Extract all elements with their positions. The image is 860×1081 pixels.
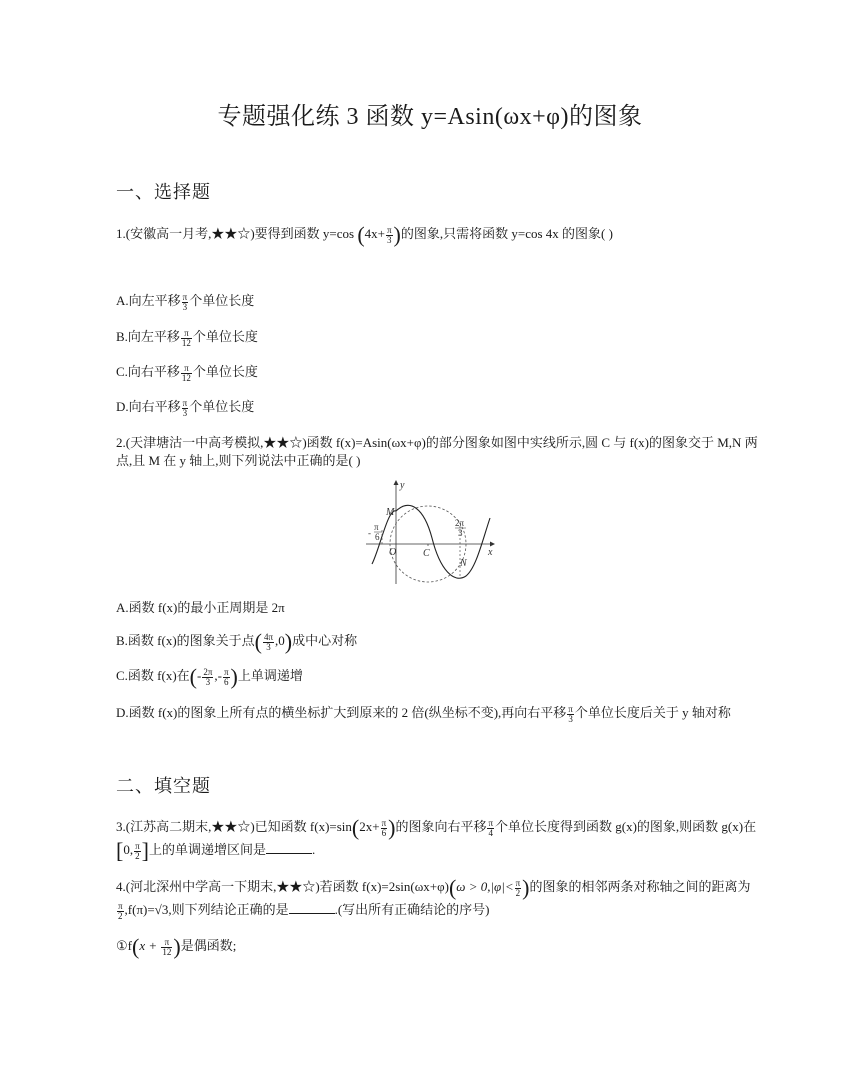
question-2-line2: 点,且 M 在 y 轴上,则下列说法中正确的是( ) xyxy=(116,453,361,468)
question-4-line2: $\frac{\pi}{2}$ ,f(π)=√3,则下列结论正确的是 .(写出所有正确结论的序号) xyxy=(118,900,490,921)
q3-fraction-arg: $\frac{\pi}{6}$ xyxy=(381,817,387,838)
q1-option-b: B.向左平移 $\frac{\pi}{12}$ 个单位长度 xyxy=(116,327,258,348)
label-2pi: 2π xyxy=(455,518,465,528)
label-x: x xyxy=(488,547,493,558)
q2-option-b-fraction: $\frac{4\pi}{3}$ xyxy=(264,631,274,652)
q1-arg: 4x+ xyxy=(364,226,385,241)
q4-statement-1: ①f(x + $\frac{\pi}{12}$ )是偶函数; xyxy=(116,934,237,960)
q1-option-d: D.向右平移 $\frac{\pi}{3}$ 个单位长度 xyxy=(116,397,255,418)
label-six: 6 xyxy=(375,532,380,542)
q1-option-a-fraction: $\frac{\pi}{3}$ xyxy=(182,291,188,312)
q1-option-b-fraction: $\frac{\pi}{12}$ xyxy=(181,327,191,348)
question-4-line1: 4.(河北深州中学高一下期末,★★☆)若函数 f(x)=2sin(ωx+φ)(ω > 0,|φ|< $\frac{\pi}{2}$ )的图象的相邻两条对称轴之间的距离为 xyxy=(116,875,751,901)
q1-option-c: C.向右平移 $\frac{\pi}{12}$ 个单位长度 xyxy=(116,362,258,383)
question-2-line1: 2.(天津塘沽一中高考模拟,★★☆)函数 f(x)=Asin(ωx+φ)的部分图象如图中实线所示,圆 C 与 f(x)的图象交于 M,N 两 xyxy=(116,435,758,450)
label-neg-pi: π xyxy=(374,522,379,532)
question-3-line1: 3.(江苏高二期末,★★☆)已知函数 f(x)=sin(2x+ $\frac{\pi}{6}$ )的图象向右平移 $\frac{\pi}{4}$ 个单位长度得到函数 g(x)的图象,则函数 g(x)在 xyxy=(116,815,757,841)
q3-fraction-shift: $\frac{\pi}{4}$ xyxy=(488,817,494,838)
section-heading-choice: 一、选择题 xyxy=(116,182,211,202)
q4-fraction-item1: $\frac{\pi}{12}$ xyxy=(162,936,172,957)
x-axis-arrow xyxy=(490,542,495,547)
label-y: y xyxy=(400,480,405,491)
question-1 xyxy=(116,222,613,248)
q2-option-b: B.函数 f(x)的图象关于点( $\frac{4\pi}{3}$ ,0)成中心对称 xyxy=(116,629,358,655)
q4-fraction-cond: $\frac{\pi}{2}$ xyxy=(515,877,521,898)
q2-option-d: D.函数 f(x)的图象上所有点的横坐标扩大到原来的 2 倍(纵坐标不变),再向右平移 $\frac{\pi}{3}$ 个单位长度后关于 y 轴对称 xyxy=(116,703,731,724)
q2-option-c-fraction-2: $\frac{\pi}{6}$ xyxy=(223,666,229,687)
q1-option-d-fraction: $\frac{\pi}{3}$ xyxy=(182,397,188,418)
left-paren: ( xyxy=(357,222,365,248)
q2-option-a: A.函数 f(x)的最小正周期是 2π xyxy=(116,600,285,615)
q2-graph-svg xyxy=(362,478,498,588)
q1-option-a: A.向左平移 $\frac{\pi}{3}$ 个单位长度 xyxy=(116,291,255,312)
q1-suffix: 的图象,只需将函数 y=cos 4x 的图象( ) xyxy=(400,226,613,241)
y-axis-arrow xyxy=(394,480,399,485)
label-neg-sign: - xyxy=(368,528,371,538)
right-paren: ) xyxy=(393,222,401,248)
q3-fraction-interval: $\frac{\pi}{2}$ xyxy=(135,840,140,861)
q3-answer-blank xyxy=(266,841,312,854)
section-heading-fill: 二、填空题 xyxy=(116,776,211,796)
q1-fraction: $\frac{\pi}{3}$ xyxy=(387,224,392,245)
label-c: C xyxy=(423,548,430,559)
page-title: 专题强化练 3 函数 y=Asin(ωx+φ)的图象 xyxy=(217,104,643,130)
q2-graph-figure xyxy=(362,478,498,588)
q4-answer-blank xyxy=(289,901,335,914)
q2-option-c: C.函数 f(x)在(- $\frac{2\pi}{3}$ ,- $\frac{\pi}{6}$ )上单调递增 xyxy=(116,664,303,690)
label-three: 3 xyxy=(458,528,463,538)
q2-option-c-fraction-1: $\frac{2\pi}{3}$ xyxy=(203,666,213,687)
label-m: M xyxy=(386,507,395,518)
q1-option-c-fraction: $\frac{\pi}{12}$ xyxy=(181,362,191,383)
q1-prefix: 1.(安徽高一月考,★★☆)要得到函数 y=cos xyxy=(116,226,355,241)
label-o: O xyxy=(389,547,397,558)
question-3-line2: [0, $\frac{\pi}{2}$ ]上的单调递增区间是 . xyxy=(116,838,316,864)
label-n: N xyxy=(460,558,467,569)
q4-fraction-dist: $\frac{\pi}{2}$ xyxy=(118,900,123,921)
q2-option-d-fraction: $\frac{\pi}{3}$ xyxy=(568,703,573,724)
